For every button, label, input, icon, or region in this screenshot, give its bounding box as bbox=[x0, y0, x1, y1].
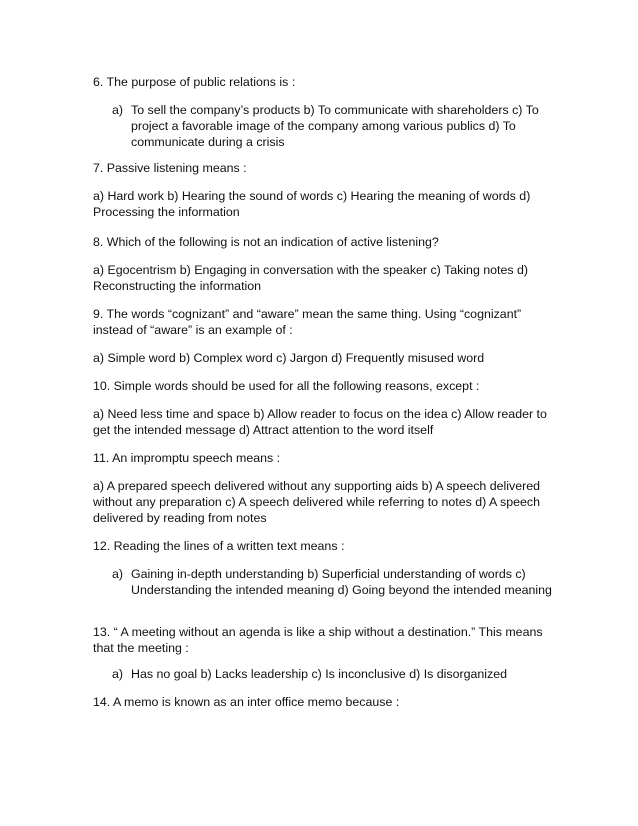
question-11-prompt: 11. An impromptu speech means : bbox=[93, 451, 281, 465]
question-14-prompt: 14. A memo is known as an inter office memo because : bbox=[93, 695, 400, 709]
question-9-prompt: 9. The words “cognizant” and “aware” mean the same thing. Using “cognizant” instead of “aware” is an example of : bbox=[93, 307, 522, 337]
option-text: Gaining in-depth understanding b) Superficial understanding of words c) Understanding the intended meaning d) Going beyond the intended meaning bbox=[131, 567, 552, 597]
question-12-options bbox=[112, 566, 552, 598]
list-item bbox=[112, 102, 552, 150]
list-marker: a) bbox=[112, 103, 124, 117]
question-8-options: a) Egocentrism b) Engaging in conversation with the speaker c) Taking notes d) Reconstructing the information bbox=[93, 263, 529, 293]
question-10-prompt: 10. Simple words should be used for all the following reasons, except : bbox=[93, 379, 480, 393]
list-item bbox=[112, 566, 552, 598]
question-12-prompt: 12. Reading the lines of a written text means : bbox=[93, 539, 345, 553]
option-text: To sell the company’s products b) To communicate with shareholders c) To project a favorable image of the company among various publics d) To communicate during a crisis bbox=[131, 103, 539, 149]
question-9-options: a) Simple word b) Complex word c) Jargon d) Frequently misused word bbox=[93, 351, 485, 365]
question-10-options: a) Need less time and space b) Allow reader to focus on the idea c) Allow reader to get the intended message d) Attract attention to the word itself bbox=[93, 407, 547, 437]
list-marker: a) bbox=[112, 667, 124, 681]
list-marker: a) bbox=[112, 567, 124, 581]
question-8-prompt: 8. Which of the following is not an indication of active listening? bbox=[93, 235, 439, 249]
question-7-options: a) Hard work b) Hearing the sound of words c) Hearing the meaning of words d) Processing the information bbox=[93, 189, 531, 219]
question-6-prompt: 6. The purpose of public relations is : bbox=[93, 75, 296, 89]
question-6-options bbox=[112, 102, 552, 150]
question-7-prompt: 7. Passive listening means : bbox=[93, 161, 247, 175]
question-13-prompt: 13. “ A meeting without an agenda is like a ship without a destination.” This means that the meeting : bbox=[93, 625, 543, 655]
question-11-options: a) A prepared speech delivered without any supporting aids b) A speech delivered without any preparation c) A speech delivered while referring to notes d) A speech delivered by reading from notes bbox=[93, 479, 541, 525]
list-item bbox=[112, 666, 552, 682]
option-text: Has no goal b) Lacks leadership c) Is inconclusive d) Is disorganized bbox=[131, 667, 508, 681]
question-13-options bbox=[112, 666, 552, 682]
